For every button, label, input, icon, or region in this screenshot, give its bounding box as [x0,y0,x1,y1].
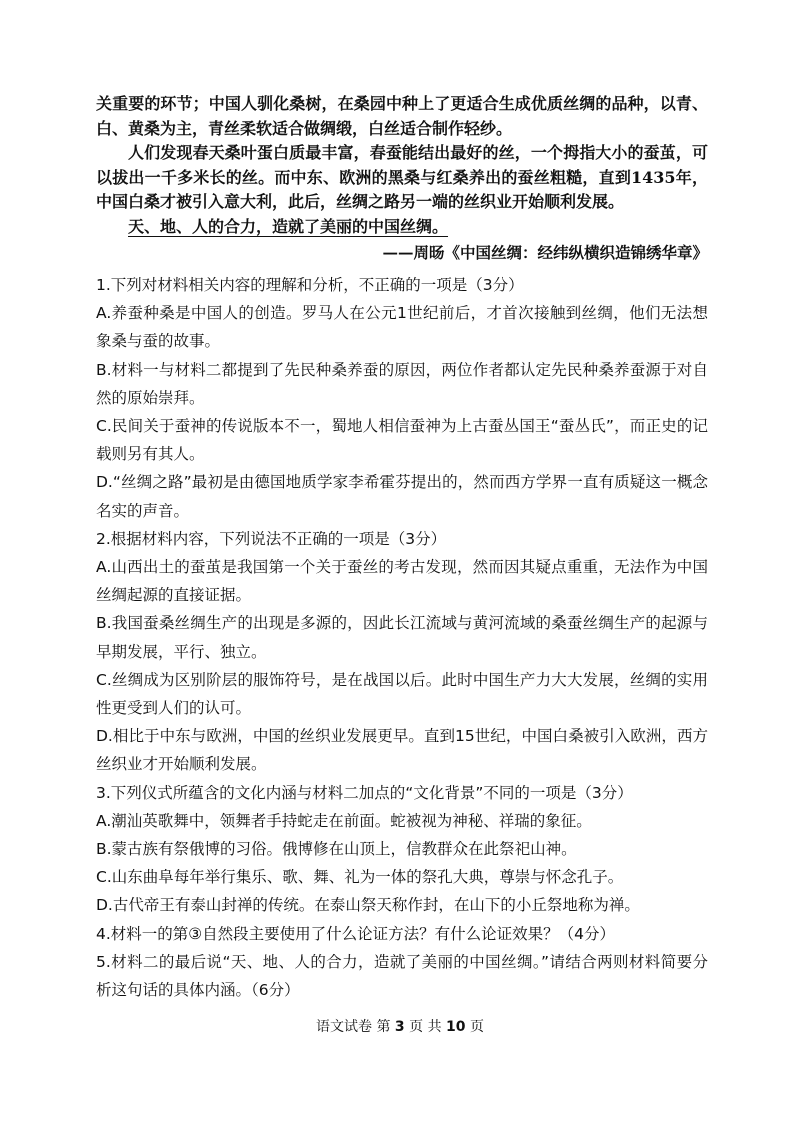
exam-page [96,92,708,1004]
footer-middle: 页 共 [409,1019,442,1035]
passage-paragraph-2: 人们发现春天桑叶蛋白质最丰富，春蚕能结出最好的丝，一个拇指大小的蚕茧，可以拔出一千多米长的丝。而中东、欧洲的黑桑与红桑养出的蚕丝粗糙，直到1435年，中国白桑才被引入意大利，此后，丝绸之路另一端的丝织业开始顺利发展。 [96,143,708,211]
question-5: 5.材料二的最后说“天、地、人的合力，造就了美丽的中国丝绸。”请结合两则材料简要分析这句话的具体内涵。（6分） [96,952,708,1000]
passage-paragraph-3 [96,215,708,240]
question-1-option-c: C.民间关于蚕神的传说版本不一，蜀地人相信蚕神为上古蚕丛国王“蚕丛氏”，而正史的记载则另有其人。 [96,417,708,464]
footer-total-pages: 10 [446,1019,466,1035]
question-2-option-d: D.相比于中东与欧洲，中国的丝织业发展更早。直到15世纪，中国白桑被引入欧洲，西方丝织业才开始顺利发展。 [96,727,708,774]
question-4: 4.材料一的第③自然段主要使用了什么论证方法？有什么论证效果？（4分） [96,924,616,943]
question-3: 3.下列仪式所蕴含的文化内涵与材料二加点的“文化背景”不同的一项是（3分） [96,783,633,802]
passage-conclusion: 天、地、人的合力，造就了美丽的中国丝绸。 [128,216,449,236]
page-footer [0,1016,800,1036]
question-1-option-a: A.养蚕种桑是中国人的创造。罗马人在公元1世纪前后，才首次接触到丝绸，他们无法想象桑与蚕的故事。 [96,304,708,351]
question-2-option-a: A.山西出土的蚕茧是我国第一个关于蚕丝的考古发现，然而因其疑点重重，无法作为中国丝绸起源的直接证据。 [96,558,708,605]
footer-suffix: 页 [469,1019,484,1035]
question-3-option-c: C.山东曲阜每年举行集乐、歌、舞、礼为一体的祭孔大典，尊崇与怀念孔子。 [96,868,624,887]
question-2-option-b: B.我国蚕桑丝绸生产的出现是多源的，因此长江流域与黄河流域的桑蚕丝绸生产的起源与早期发展，平行、独立。 [96,614,708,661]
question-1: 1.下列对材料相关内容的理解和分析，不正确的一项是（3分） [96,276,524,294]
question-2-option-c: C.丝绸成为区别阶层的服饰符号，是在战国以后。此时中国生产力大大发展，丝绸的实用性更受到人们的认可。 [96,670,708,718]
question-3-option-d: D.古代帝王有泰山封禅的传统。在泰山祭天称作封，在山下的小丘祭地称为禅。 [96,896,640,915]
question-1-option-d: D.“丝绸之路”最初是由德国地质学家李希霍芬提出的，然而西方学界一直有质疑这一概念名实的声音。 [96,473,708,520]
question-3-option-b: B.蒙古族有祭俄博的习俗。俄博修在山顶上，信教群众在此祭祀山神。 [96,840,577,859]
question-1-option-b: B.材料一与材料二都提到了先民种桑养蚕的原因，两位作者都认定先民种桑养蚕源于对自然的原始崇拜。 [96,360,708,407]
passage-source: ——周旸《中国丝绸：经纬纵横织造锦绣华章》 [382,243,708,262]
passage-paragraph-1: 关重要的环节；中国人驯化桑树，在桑园中种上了更适合生成优质丝绸的品种，以青、白、黄桑为主，青丝柔软适合做绸缎，白丝适合制作轻纱。 [96,94,708,138]
footer-page-number: 3 [394,1019,405,1035]
question-2: 2.根据材料内容，下列说法不正确的一项是（3分） [96,529,447,548]
question-list [96,271,708,1004]
footer-prefix: 语文试卷 第 [316,1019,391,1035]
question-3-option-a: A.潮汕英歌舞中，领舞者手持蛇走在前面。蛇被视为神秘、祥瑞的象征。 [96,811,592,830]
